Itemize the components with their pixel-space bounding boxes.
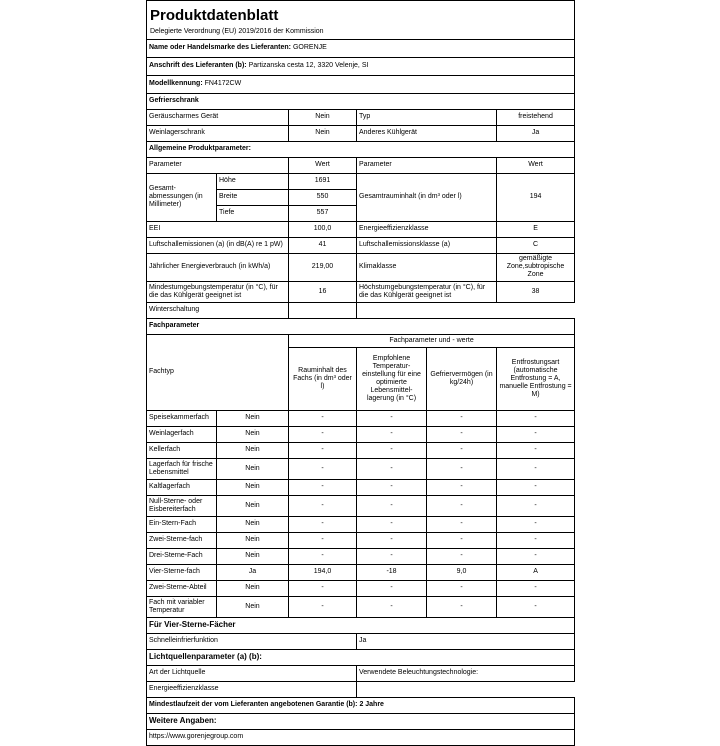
compartment-temp: - bbox=[357, 495, 427, 516]
annual-energy-value: 219,00 bbox=[289, 253, 357, 281]
low-noise-value: Nein bbox=[289, 109, 357, 125]
compartment-defrost: - bbox=[497, 410, 575, 426]
compartment-freeze: - bbox=[427, 580, 497, 596]
supplier-address-label: Anschrift des Lieferanten (b): bbox=[149, 62, 247, 69]
lighting-section-title: Lichtquellenparameter (a) (b): bbox=[147, 649, 575, 665]
warranty-label: Mindestlaufzeit der vom Lieferanten angebotenen Garantie (b): bbox=[149, 701, 358, 708]
compartment-volume: - bbox=[289, 410, 357, 426]
climate-class-value: gemäßigte Zone,subtropische Zone bbox=[497, 253, 575, 281]
compartment-temp: -18 bbox=[357, 564, 427, 580]
compartment-present: Nein bbox=[217, 596, 289, 617]
blank-cell bbox=[357, 681, 575, 697]
total-volume-label: Gesamtrauminhalt (in dm³ oder l) bbox=[357, 173, 497, 221]
table-row bbox=[147, 479, 575, 495]
compartment-defrost: - bbox=[497, 426, 575, 442]
compartment-freeze: 9,0 bbox=[427, 564, 497, 580]
compartment-defrost: A bbox=[497, 564, 575, 580]
compartment-volume: - bbox=[289, 442, 357, 458]
winter-switch-value bbox=[289, 302, 357, 318]
compartment-defrost: - bbox=[497, 548, 575, 564]
compartment-temp: - bbox=[357, 442, 427, 458]
compartment-volume: - bbox=[289, 532, 357, 548]
compartment-name: Null-Sterne- oder Eisbereiterfach bbox=[147, 495, 217, 516]
compartment-present: Nein bbox=[217, 495, 289, 516]
compartment-group-header: Fachparameter und - werte bbox=[289, 334, 575, 347]
compartment-temp: - bbox=[357, 580, 427, 596]
compartment-temp: - bbox=[357, 516, 427, 532]
eei-label: EEI bbox=[147, 221, 289, 237]
data-sheet-table bbox=[146, 0, 575, 746]
compartment-name: Zwei-Sterne-fach bbox=[147, 532, 217, 548]
compartment-volume: - bbox=[289, 426, 357, 442]
compartment-freeze: - bbox=[427, 426, 497, 442]
compartment-temp: - bbox=[357, 596, 427, 617]
compartment-temp: - bbox=[357, 426, 427, 442]
annual-energy-label: Jährlicher Energieverbrauch (in kWh/a) bbox=[147, 253, 289, 281]
compartment-name: Speisekammerfach bbox=[147, 410, 217, 426]
climate-class-label: Klimaklasse bbox=[357, 253, 497, 281]
compartment-temp: - bbox=[357, 548, 427, 564]
compartment-temp: - bbox=[357, 479, 427, 495]
param-header: Parameter bbox=[147, 157, 289, 173]
compartment-volume: 194,0 bbox=[289, 564, 357, 580]
noise-class-value: C bbox=[497, 237, 575, 253]
model-label: Modellkennung: bbox=[149, 80, 203, 87]
eei-value: 100,0 bbox=[289, 221, 357, 237]
compartment-name: Kellerfach bbox=[147, 442, 217, 458]
compartment-present: Nein bbox=[217, 479, 289, 495]
compartment-defrost-header: Entfrostungsart (automatische Entfrostung = A, manuelle Entfrostung = M) bbox=[497, 347, 575, 410]
compartment-defrost: - bbox=[497, 516, 575, 532]
compartment-present: Ja bbox=[217, 564, 289, 580]
supplier-address-value: Partizanska cesta 12, 3320 Velenje, SI bbox=[248, 62, 369, 69]
compartment-name: Fach mit variabler Temperatur bbox=[147, 596, 217, 617]
compartment-freeze: - bbox=[427, 442, 497, 458]
width-label: Breite bbox=[217, 189, 289, 205]
noise-emission-label: Luftschallemissionen (a) (in dB(A) re 1 pW) bbox=[147, 237, 289, 253]
other-appliance-label: Anderes Kühlgerät bbox=[357, 125, 497, 141]
compartment-freeze: - bbox=[427, 516, 497, 532]
table-row bbox=[147, 532, 575, 548]
compartment-freeze: - bbox=[427, 596, 497, 617]
compartment-type-header: Fachtyp bbox=[147, 334, 289, 410]
compartment-present: Nein bbox=[217, 426, 289, 442]
compartment-volume: - bbox=[289, 458, 357, 479]
other-appliance-value: Ja bbox=[497, 125, 575, 141]
compartment-freeze: - bbox=[427, 532, 497, 548]
compartment-temp: - bbox=[357, 458, 427, 479]
model-value: FN4172CW bbox=[204, 80, 242, 87]
compartment-name: Vier-Sterne-fach bbox=[147, 564, 217, 580]
compartment-name: Ein-Stern-Fach bbox=[147, 516, 217, 532]
winter-switch-label: Winterschaltung bbox=[147, 302, 289, 318]
table-row bbox=[147, 458, 575, 479]
height-label: Höhe bbox=[217, 173, 289, 189]
compartment-volume: - bbox=[289, 516, 357, 532]
compartment-freeze: - bbox=[427, 458, 497, 479]
compartment-defrost: - bbox=[497, 532, 575, 548]
warranty-value: 2 Jahre bbox=[359, 701, 384, 708]
max-temp-label: Höchstumgebungstemperatur (in °C), für die das Kühlgerät geeignet ist bbox=[357, 281, 497, 302]
table-row bbox=[147, 426, 575, 442]
compartment-freeze: - bbox=[427, 548, 497, 564]
low-noise-label: Geräuscharmes Gerät bbox=[147, 109, 289, 125]
compartment-defrost: - bbox=[497, 442, 575, 458]
compartment-freeze: - bbox=[427, 495, 497, 516]
table-row bbox=[147, 548, 575, 564]
compartment-present: Nein bbox=[217, 516, 289, 532]
compartment-volume: - bbox=[289, 580, 357, 596]
noise-emission-value: 41 bbox=[289, 237, 357, 253]
energy-class-value: E bbox=[497, 221, 575, 237]
compartment-volume: - bbox=[289, 479, 357, 495]
width-value: 550 bbox=[289, 189, 357, 205]
compartment-present: Nein bbox=[217, 580, 289, 596]
type-label: Typ bbox=[357, 109, 497, 125]
light-energy-class-label: Energieeffizienzklasse bbox=[147, 681, 357, 697]
model-row bbox=[147, 75, 575, 93]
max-temp-value: 38 bbox=[497, 281, 575, 302]
table-row bbox=[147, 495, 575, 516]
depth-label: Tiefe bbox=[217, 205, 289, 221]
compartment-present: Nein bbox=[217, 442, 289, 458]
compartment-present: Nein bbox=[217, 532, 289, 548]
table-row bbox=[147, 516, 575, 532]
website-link[interactable]: https://www.gorenjegroup.com bbox=[147, 729, 575, 745]
min-temp-value: 16 bbox=[289, 281, 357, 302]
warranty-row bbox=[147, 697, 575, 713]
table-row bbox=[147, 410, 575, 426]
lighting-technology-label: Verwendete Beleuchtungstechnologie: bbox=[357, 665, 575, 681]
compartment-volume: - bbox=[289, 495, 357, 516]
compartment-defrost: - bbox=[497, 495, 575, 516]
compartment-defrost: - bbox=[497, 580, 575, 596]
param-header-2: Parameter bbox=[357, 157, 497, 173]
compartment-present: Nein bbox=[217, 410, 289, 426]
page-title: Produktdatenblatt bbox=[147, 1, 575, 26]
general-section-title: Allgemeine Produktparameter: bbox=[147, 141, 575, 157]
compartment-present: Nein bbox=[217, 548, 289, 564]
total-volume-value: 194 bbox=[497, 173, 575, 221]
compartment-defrost: - bbox=[497, 479, 575, 495]
table-row bbox=[147, 564, 575, 580]
compartment-volume: - bbox=[289, 596, 357, 617]
compartment-name: Drei-Sterne-Fach bbox=[147, 548, 217, 564]
fast-freeze-value: Ja bbox=[357, 633, 575, 649]
compartment-defrost: - bbox=[497, 458, 575, 479]
compartment-freeze: - bbox=[427, 479, 497, 495]
depth-value: 557 bbox=[289, 205, 357, 221]
compartment-section-title: Fachparameter bbox=[147, 318, 575, 334]
type-value: freistehend bbox=[497, 109, 575, 125]
compartment-name: Weinlagerfach bbox=[147, 426, 217, 442]
compartment-temp-header: Empfohlene Temperatur-einstellung für eine optimierte Lebensmittel-lagerung (in °C) bbox=[357, 347, 427, 410]
compartment-volume-header: Rauminhalt des Fachs (in dm³ oder l) bbox=[289, 347, 357, 410]
energy-class-label: Energieeffizienzklasse bbox=[357, 221, 497, 237]
table-row bbox=[147, 596, 575, 617]
compartment-defrost: - bbox=[497, 596, 575, 617]
appliance-section-title: Gefrierschrank bbox=[147, 93, 575, 109]
regulation-subtitle: Delegierte Verordnung (EU) 2019/2016 der Kommission bbox=[147, 26, 575, 40]
supplier-name-value: GORENJE bbox=[292, 44, 327, 51]
more-info-section-title: Weitere Angaben: bbox=[147, 713, 575, 729]
wine-cabinet-value: Nein bbox=[289, 125, 357, 141]
dimensions-label: Gesamt-abmessungen (in Millimeter) bbox=[147, 173, 217, 221]
supplier-name-label: Name oder Handelsmarke des Lieferanten: bbox=[149, 44, 291, 51]
blank-cell bbox=[357, 302, 575, 318]
compartment-name: Kaltlagerfach bbox=[147, 479, 217, 495]
min-temp-label: Mindestumgebungstemperatur (in °C), für die das Kühlgerät geeignet ist bbox=[147, 281, 289, 302]
table-row bbox=[147, 580, 575, 596]
wine-cabinet-label: Weinlagerschrank bbox=[147, 125, 289, 141]
compartment-temp: - bbox=[357, 532, 427, 548]
product-data-sheet bbox=[146, 0, 574, 740]
value-header-2: Wert bbox=[497, 157, 575, 173]
compartment-present: Nein bbox=[217, 458, 289, 479]
fast-freeze-label: Schnelleinfrierfunktion bbox=[147, 633, 357, 649]
compartment-temp: - bbox=[357, 410, 427, 426]
compartment-name: Zwei-Sterne-Abteil bbox=[147, 580, 217, 596]
supplier-address-row bbox=[147, 57, 575, 75]
table-row bbox=[147, 442, 575, 458]
compartment-volume: - bbox=[289, 548, 357, 564]
light-source-type-label: Art der Lichtquelle bbox=[147, 665, 357, 681]
four-star-section-title: Für Vier-Sterne-Fächer bbox=[147, 617, 575, 633]
compartment-freeze: - bbox=[427, 410, 497, 426]
compartment-name: Lagerfach für frische Lebensmittel bbox=[147, 458, 217, 479]
supplier-name-row bbox=[147, 39, 575, 57]
compartment-freeze-header: Gefriervermögen (in kg/24h) bbox=[427, 347, 497, 410]
value-header: Wert bbox=[289, 157, 357, 173]
height-value: 1691 bbox=[289, 173, 357, 189]
noise-class-label: Luftschallemissionsklasse (a) bbox=[357, 237, 497, 253]
